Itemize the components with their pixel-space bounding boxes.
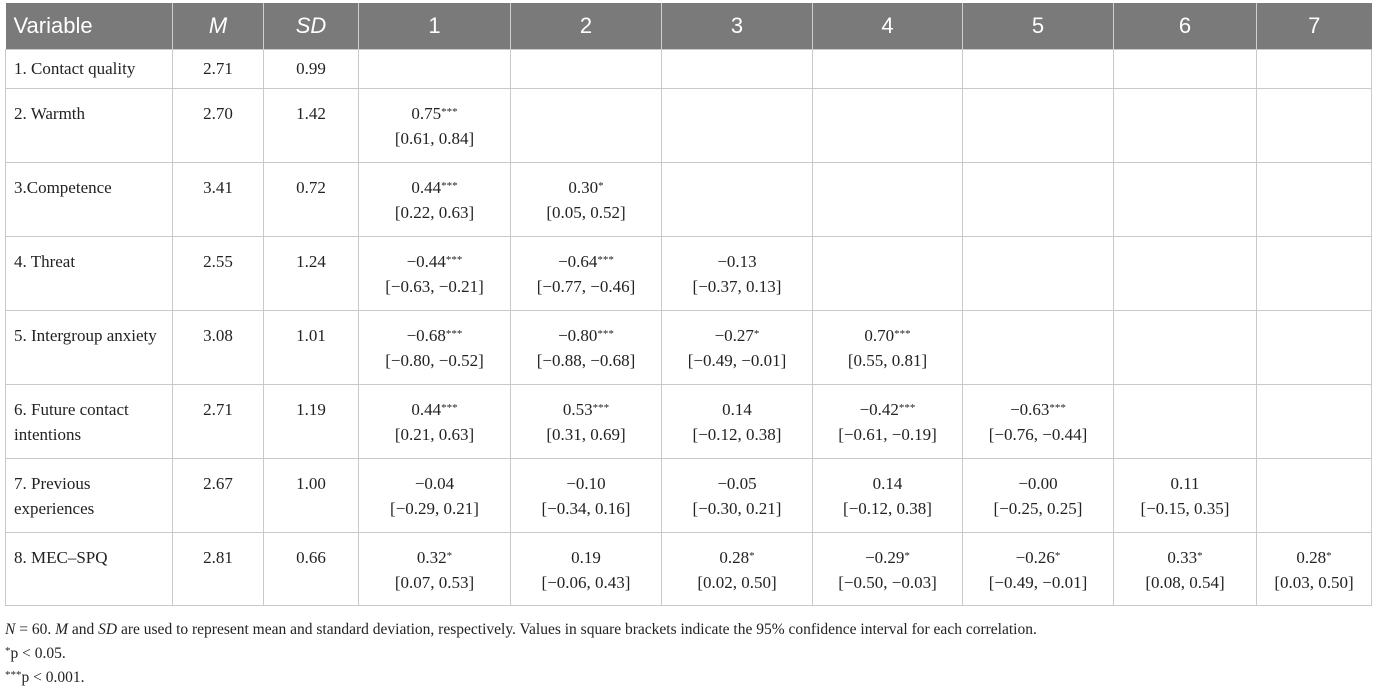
correlation-cell	[963, 237, 1114, 311]
correlation-cell	[359, 385, 511, 459]
correlation-cell	[1114, 163, 1257, 237]
correlation-cell	[662, 385, 813, 459]
mean-cell: 2.81	[173, 533, 264, 606]
correlation-cell	[511, 459, 662, 533]
table-body	[6, 50, 1372, 606]
confidence-interval: [−0.29, 0.21]	[390, 499, 479, 518]
correlation-value: 0.19	[571, 548, 601, 567]
correlation-value: −0.68***	[406, 326, 463, 345]
correlation-cell	[963, 89, 1114, 163]
mean-cell: 3.08	[173, 311, 264, 385]
confidence-interval: [0.02, 0.50]	[697, 573, 777, 592]
confidence-interval: [−0.77, −0.46]	[536, 277, 636, 296]
note-sup-1: *	[5, 645, 11, 657]
table-row	[6, 163, 1372, 237]
note-sd: SD	[98, 621, 118, 638]
correlation-cell	[359, 163, 511, 237]
correlation-cell	[963, 385, 1114, 459]
correlation-cell	[1257, 311, 1372, 385]
sd-cell: 1.00	[264, 459, 359, 533]
correlation-cell	[662, 50, 813, 89]
correlation-cell	[662, 237, 813, 311]
correlation-cell	[963, 50, 1114, 89]
correlation-cell	[511, 533, 662, 606]
confidence-interval: [−0.50, −0.03]	[838, 573, 937, 592]
correlation-value: 0.53***	[562, 400, 610, 419]
correlation-value: −0.64***	[558, 252, 614, 271]
table-row	[6, 311, 1372, 385]
confidence-interval: [−0.30, 0.21]	[692, 499, 782, 518]
correlation-value: 0.30*	[568, 178, 604, 197]
correlation-table	[5, 3, 1372, 606]
header-col-1: 1	[359, 3, 511, 50]
table-notes	[5, 618, 1371, 690]
note-m: M	[55, 621, 69, 638]
correlation-value: 0.14	[722, 400, 752, 419]
confidence-interval: [−0.49, −0.01]	[687, 351, 787, 370]
sd-cell: 0.99	[264, 50, 359, 89]
correlation-value: −0.05	[717, 474, 757, 493]
correlation-cell	[1257, 237, 1372, 311]
sd-cell: 0.66	[264, 533, 359, 606]
confidence-interval: [−0.34, 0.16]	[541, 499, 631, 518]
correlation-cell	[813, 237, 963, 311]
correlation-cell	[1114, 237, 1257, 311]
note-text-b: and	[68, 621, 99, 638]
confidence-interval: [−0.88, −0.68]	[536, 351, 636, 370]
header-col-2: 2	[511, 3, 662, 50]
variable-label: 3.Competence	[6, 163, 173, 237]
correlation-cell	[511, 311, 662, 385]
correlation-value: 0.14	[872, 474, 903, 493]
variable-label: 2. Warmth	[6, 89, 173, 163]
confidence-interval: [−0.12, 0.38]	[843, 499, 932, 518]
correlation-cell	[813, 50, 963, 89]
note-text-a: = 60.	[15, 621, 56, 638]
correlation-cell	[511, 237, 662, 311]
correlation-cell	[1257, 459, 1372, 533]
correlation-cell	[1114, 385, 1257, 459]
confidence-interval: [−0.06, 0.43]	[541, 573, 631, 592]
correlation-cell	[813, 163, 963, 237]
mean-cell: 2.71	[173, 385, 264, 459]
correlation-cell	[662, 163, 813, 237]
correlation-cell	[1114, 50, 1257, 89]
confidence-interval: [0.21, 0.63]	[394, 425, 475, 444]
sd-cell: 1.24	[264, 237, 359, 311]
note-sup-3: ***	[5, 669, 22, 681]
confidence-interval: [0.08, 0.54]	[1145, 573, 1225, 592]
mean-cell: 2.71	[173, 50, 264, 89]
correlation-cell	[1257, 89, 1372, 163]
header-col-7: 7	[1257, 3, 1372, 50]
correlation-value: −0.80***	[558, 326, 614, 345]
confidence-interval: [0.07, 0.53]	[394, 573, 475, 592]
confidence-interval: [−0.15, 0.35]	[1140, 499, 1230, 518]
table-row	[6, 459, 1372, 533]
correlation-cell	[1114, 311, 1257, 385]
table-row	[6, 237, 1372, 311]
table-row	[6, 50, 1372, 89]
correlation-cell	[662, 459, 813, 533]
variable-label: 7. Previous experiences	[6, 459, 173, 533]
confidence-interval: [0.31, 0.69]	[546, 425, 626, 444]
confidence-interval: [0.05, 0.52]	[546, 203, 626, 222]
correlation-value: 0.44***	[411, 178, 458, 197]
correlation-value: 0.28*	[719, 548, 755, 567]
confidence-interval: [−0.76, −0.44]	[988, 425, 1088, 444]
correlation-cell	[1114, 459, 1257, 533]
table-row	[6, 533, 1372, 606]
correlation-value: 0.33*	[1167, 548, 1203, 567]
correlation-cell	[813, 459, 963, 533]
note-line-1	[5, 618, 1371, 642]
correlation-cell	[359, 311, 511, 385]
correlation-value: −0.44***	[406, 252, 463, 271]
correlation-cell	[511, 385, 662, 459]
correlation-cell	[963, 311, 1114, 385]
variable-label: 4. Threat	[6, 237, 173, 311]
header-col-5: 5	[963, 3, 1114, 50]
correlation-value: 0.28*	[1296, 548, 1332, 567]
correlation-cell	[963, 459, 1114, 533]
correlation-cell	[1257, 533, 1372, 606]
sd-cell: 0.72	[264, 163, 359, 237]
sd-cell: 1.42	[264, 89, 359, 163]
correlation-value: 0.11	[1170, 474, 1200, 493]
correlation-cell	[359, 459, 511, 533]
correlation-table-container	[5, 3, 1371, 606]
header-variable: Variable	[6, 3, 173, 50]
note-n: N	[5, 621, 16, 638]
table-row	[6, 89, 1372, 163]
confidence-interval: [−0.49, −0.01]	[988, 573, 1088, 592]
correlation-cell	[1114, 89, 1257, 163]
correlation-cell	[511, 89, 662, 163]
correlation-value: −0.13	[717, 252, 757, 271]
confidence-interval: [−0.63, −0.21]	[385, 277, 484, 296]
correlation-cell	[1257, 385, 1372, 459]
correlation-value: 0.32*	[416, 548, 453, 567]
variable-label: 1. Contact quality	[6, 50, 173, 89]
correlation-cell	[662, 311, 813, 385]
mean-cell: 2.67	[173, 459, 264, 533]
header-col-6: 6	[1114, 3, 1257, 50]
header-sd: SD	[264, 3, 359, 50]
confidence-interval: [−0.37, 0.13]	[692, 277, 782, 296]
mean-cell: 2.70	[173, 89, 264, 163]
confidence-interval: [0.61, 0.84]	[394, 129, 475, 148]
correlation-cell	[1257, 50, 1372, 89]
correlation-cell	[359, 89, 511, 163]
correlation-cell	[813, 533, 963, 606]
correlation-cell	[359, 50, 511, 89]
variable-label: 5. Intergroup anxiety	[6, 311, 173, 385]
correlation-cell	[359, 533, 511, 606]
correlation-value: 0.70***	[864, 326, 911, 345]
note-text-c: are used to represent mean and standard deviation, respectively. Values in square brackets indicate the 95% confidence interval for each correlation.	[117, 621, 1037, 638]
variable-label: 6. Future contact intentions	[6, 385, 173, 459]
correlation-value: −0.29*	[865, 548, 910, 567]
correlation-cell	[1257, 163, 1372, 237]
confidence-interval: [0.03, 0.50]	[1274, 573, 1354, 592]
mean-cell: 2.55	[173, 237, 264, 311]
correlation-value: −0.42***	[859, 400, 916, 419]
correlation-value: −0.00	[1018, 474, 1058, 493]
correlation-value: −0.26*	[1015, 548, 1061, 567]
correlation-cell	[359, 237, 511, 311]
header-col-3: 3	[662, 3, 813, 50]
correlation-cell	[1114, 533, 1257, 606]
correlation-cell	[813, 385, 963, 459]
correlation-cell	[662, 89, 813, 163]
correlation-value: −0.63***	[1010, 400, 1066, 419]
correlation-cell	[963, 163, 1114, 237]
confidence-interval: [0.22, 0.63]	[394, 203, 475, 222]
correlation-value: 0.44***	[411, 400, 458, 419]
correlation-cell	[511, 163, 662, 237]
note-line-3	[5, 666, 1371, 690]
confidence-interval: [0.55, 0.81]	[847, 351, 928, 370]
correlation-value: 0.75***	[411, 104, 458, 123]
table-row	[6, 385, 1372, 459]
correlation-value: −0.10	[566, 474, 606, 493]
confidence-interval: [−0.25, 0.25]	[993, 499, 1083, 518]
confidence-interval: [−0.12, 0.38]	[692, 425, 782, 444]
note-line-2	[5, 642, 1371, 666]
header-row	[6, 3, 1372, 50]
header-col-4: 4	[813, 3, 963, 50]
confidence-interval: [−0.80, −0.52]	[385, 351, 484, 370]
correlation-cell	[511, 50, 662, 89]
header-mean: M	[173, 3, 264, 50]
mean-cell: 3.41	[173, 163, 264, 237]
confidence-interval: [−0.61, −0.19]	[838, 425, 937, 444]
sd-cell: 1.19	[264, 385, 359, 459]
correlation-value: −0.04	[414, 474, 455, 493]
correlation-cell	[813, 89, 963, 163]
note-p-001: p < 0.001.	[21, 669, 85, 686]
correlation-value: −0.27*	[714, 326, 760, 345]
correlation-cell	[662, 533, 813, 606]
sd-cell: 1.01	[264, 311, 359, 385]
correlation-cell	[813, 311, 963, 385]
correlation-cell	[963, 533, 1114, 606]
note-p-05: p < 0.05.	[10, 645, 66, 662]
variable-label: 8. MEC–SPQ	[6, 533, 173, 606]
